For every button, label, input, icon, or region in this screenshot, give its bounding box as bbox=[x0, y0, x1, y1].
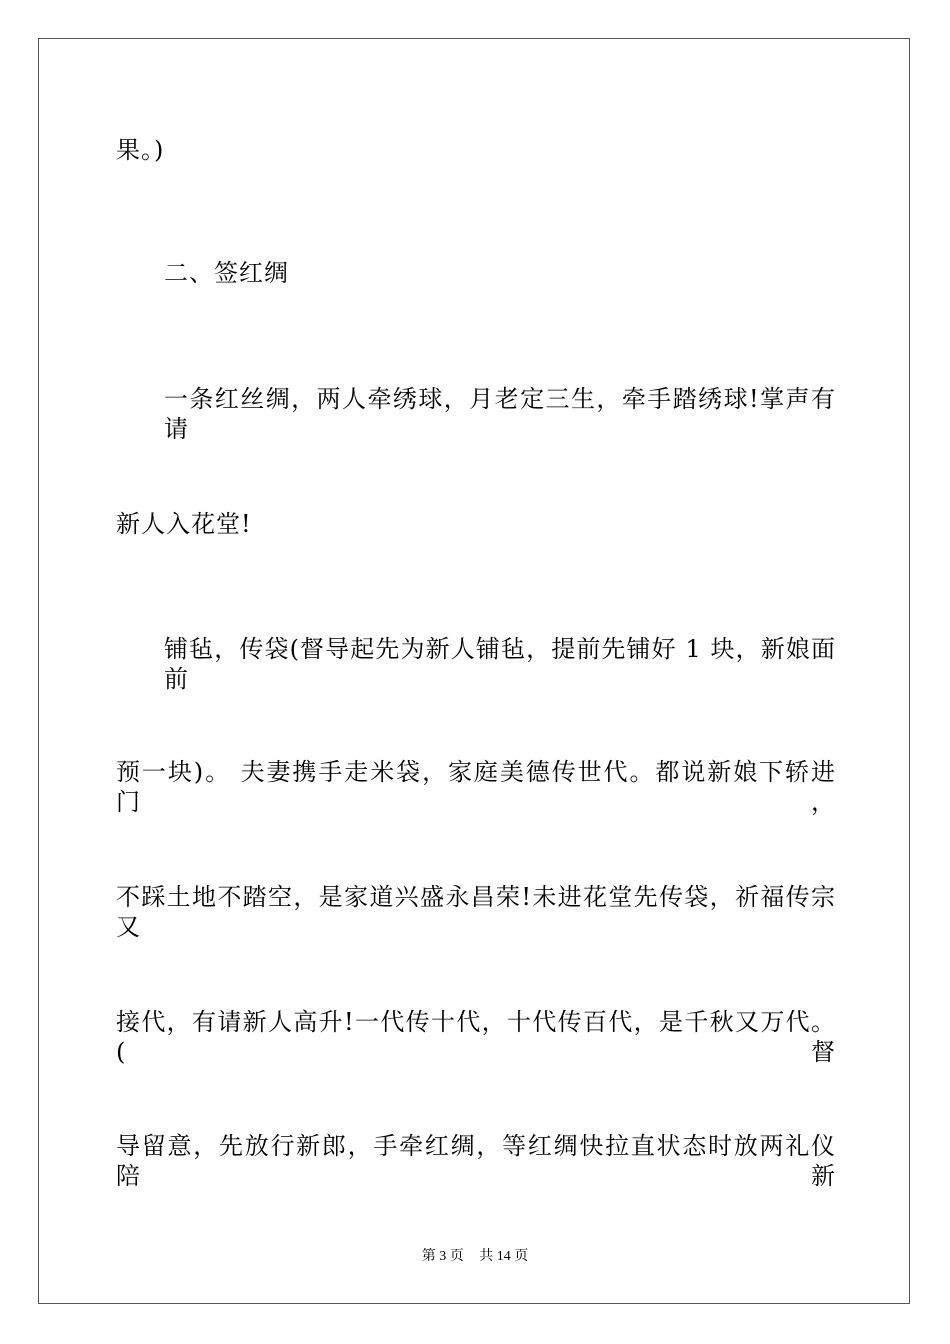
text-line-4: 新人入花堂! bbox=[116, 510, 252, 538]
text-line-1: 果。) bbox=[116, 136, 165, 164]
text-line-7: 不踩土地不踏空，是家道兴盛永昌荣!未进花堂先传袋，祈福传宗又 bbox=[116, 883, 836, 941]
page-total: 共 14 页 bbox=[479, 1249, 529, 1264]
text-line-8: 接代，有请新人高升!一代传十代，十代传百代，是千秋又万代。(督 bbox=[116, 1008, 836, 1066]
page-footer bbox=[0, 1248, 950, 1266]
text-line-5: 铺毡，传袋(督导起先为新人铺毡，提前先铺好 1 块，新娘面前 bbox=[164, 635, 836, 693]
text-line-9: 导留意，先放行新郎，手牵红绸，等红绸快拉直状态时放两礼仪陪新 bbox=[116, 1132, 836, 1190]
text-line-3: 一条红丝绸，两人牵绣球，月老定三生，牵手踏绣球!掌声有请 bbox=[164, 385, 836, 443]
section-heading: 二、签红绸 bbox=[164, 259, 289, 287]
page-number: 第 3 页 bbox=[421, 1249, 464, 1264]
text-line-6: 预一块)。 夫妻携手走米袋，家庭美德传世代。都说新娘下轿进门， bbox=[116, 758, 836, 816]
